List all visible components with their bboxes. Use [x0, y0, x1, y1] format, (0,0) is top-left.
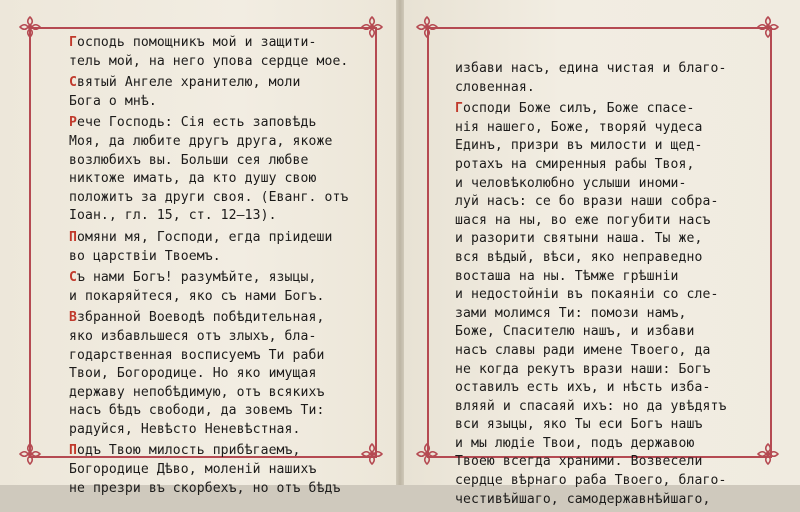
text-line: шася на ны, во еже погубити насъ [455, 212, 711, 228]
text-line: Боже, Спасителю нашъ, и избави [455, 324, 695, 340]
text-line: сердце вѣрнаго раба Твоего, благо- [455, 473, 727, 489]
paragraph [69, 442, 369, 498]
text-line: избави насъ, едина чистая и благо- [455, 61, 727, 76]
text-line: и покаряйтеся, яко съ нами Богъ. [69, 288, 325, 304]
text-line: ротахъ на смиренныя рабы Твоя, [455, 156, 695, 172]
book-spine [396, 0, 404, 485]
text-line: луй насъ: се бо врази наши собра- [455, 194, 719, 210]
paragraph [69, 114, 369, 226]
paragraph [69, 229, 369, 266]
text-line: словенная. [455, 79, 535, 95]
text-line: Твоею всегда храними. Возвесели [455, 454, 703, 470]
paragraph [69, 269, 369, 306]
text-line: насъ славы ради имене Твоего, да [455, 342, 711, 358]
red-initial: П [69, 229, 77, 245]
text-line: яко избавльшеся отъ злыхъ, бла- [69, 328, 317, 344]
text-line: Единъ, призри въ милости и щед- [455, 138, 703, 154]
red-initial: Р [69, 115, 77, 131]
text-line: Рече Господь: Сія есть заповѣдь [69, 115, 317, 131]
text-line: не презри въ скорбехъ, но отъ бѣдъ [69, 480, 341, 496]
text-line: годарственная восписуемъ Ти раби [69, 347, 325, 363]
text-line: Богородице Дѣво, моленій нашихъ [69, 462, 317, 478]
text-line: вси языцы, яко Ты еси Богъ нашъ [455, 417, 703, 433]
red-initial: Г [455, 101, 463, 117]
text-line: Господь помощникъ мой и защити- [69, 35, 317, 50]
text-line: и разорити святыни наша. Ты же, [455, 231, 703, 247]
text-line: и человѣколюбно услыши иноми- [455, 175, 687, 191]
corner-ornament-icon [755, 441, 781, 467]
text-line: никтоже имать, да кто душу свою [69, 171, 317, 187]
text-line: радуйся, Невѣсто Неневѣстная. [69, 421, 301, 437]
text-line: Взбранной Воеводѣ побѣдительная, [69, 310, 325, 326]
red-initial: С [69, 75, 77, 91]
text-line: Съ нами Богъ! разумѣйте, языцы, [69, 270, 317, 286]
paragraph [69, 309, 369, 439]
text-line: не когда рекутъ врази наши: Богъ [455, 361, 711, 377]
left-page-text [69, 34, 369, 501]
corner-ornament-icon [17, 14, 43, 40]
red-initial: Г [69, 35, 77, 50]
red-initial: С [69, 270, 77, 286]
text-line: оставилъ есть ихъ, и нѣсть изба- [455, 380, 711, 396]
text-line: Моя, да любите другъ друга, якоже [69, 133, 333, 149]
text-line: Помяни мя, Господи, егда пріидеши [69, 229, 333, 245]
paragraph [69, 74, 369, 111]
text-line: во царствіи Твоемъ. [69, 248, 221, 264]
text-line: насъ бѣдъ свободи, да зовемъ Ти: [69, 403, 325, 419]
text-line: нія нашего, Боже, творяй чудеса [455, 119, 703, 135]
text-line: восташа на ны. Тѣмже грѣшніи [455, 268, 679, 284]
text-line: вся вѣдый, вѣси, яко неправедно [455, 249, 703, 265]
text-line: Іоан., гл. 15, ст. 12—13). [69, 208, 277, 224]
text-line: и мы людіе Твои, подъ державою [455, 435, 695, 451]
corner-ornament-icon [414, 441, 440, 467]
corner-ornament-icon [414, 14, 440, 40]
right-page-text [455, 60, 755, 512]
text-line: положитъ за други своя. (Еванг. отъ [69, 189, 349, 205]
text-line: Подъ Твою милость прибѣгаемъ, [69, 443, 301, 459]
paragraph [455, 60, 755, 97]
corner-ornament-icon [17, 441, 43, 467]
text-line: Твои, Богородице. Но яко имущая [69, 366, 317, 382]
text-line: вляяй и спасаяй ихъ: но да увѣдятъ [455, 398, 727, 414]
red-initial: В [69, 310, 77, 326]
text-line: Бога о мнѣ. [69, 93, 157, 109]
red-initial: П [69, 443, 77, 459]
paragraph [69, 34, 369, 71]
paragraph [455, 100, 755, 509]
text-line: зами молимся Ти: помози намъ, [455, 305, 687, 321]
text-line: тель мой, на него упова сердце мое. [69, 53, 349, 69]
text-line: Святый Ангеле хранителю, моли [69, 75, 301, 91]
text-line: и недостойніи въ покаяніи со сле- [455, 287, 719, 303]
corner-ornament-icon [755, 14, 781, 40]
text-line: державу непобѣдимую, отъ всякихъ [69, 384, 325, 400]
text-line: Господи Боже силъ, Боже спасе- [455, 101, 695, 117]
text-line: честивѣйшаго, самодержавнѣйшаго, [455, 491, 711, 507]
text-line: возлюбихъ вы. Больши сея любве [69, 152, 309, 168]
